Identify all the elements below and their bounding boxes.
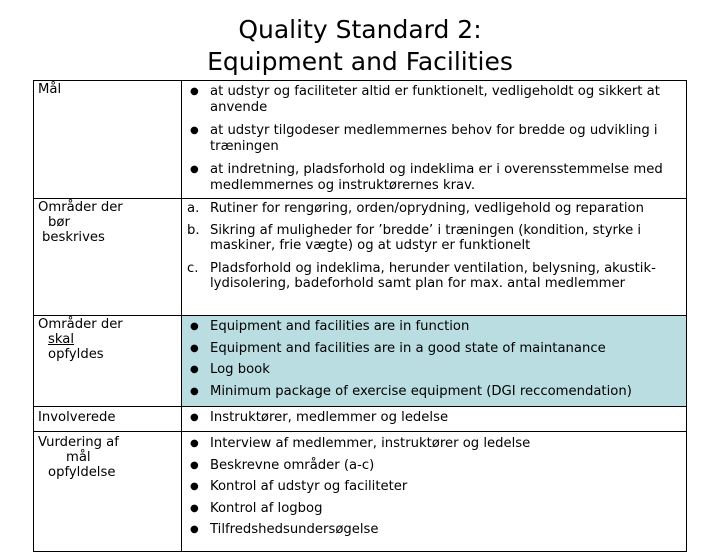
bullet-icon: ● [190,502,199,514]
bullet-icon: ● [190,412,199,423]
list-item: ● Beskrevne områder (a-c) [182,458,686,474]
row-content [182,199,687,316]
bullet-icon: ● [190,164,199,175]
bullet-icon: ● [190,364,199,375]
list-marker: c. [187,260,199,276]
list-item: ● at udstyr tilgodeser medlemmernes behov for bredde og udvikling i træningen [182,123,686,154]
list-item: ● at indretning, pladsforhold og indeklima er i overensstemmelse med medlemmernes og instruktørernes krav. [182,162,686,193]
title-line-2: Equipment and Facilities [207,47,513,76]
row-label: Områder der bør beskrives [34,199,182,316]
bullet-icon: ● [190,459,199,471]
row-label: Vurdering af mål opfyldelse [34,432,182,552]
list-item: ● Equipment and facilities are in a good state of maintanance [182,341,686,357]
row-label: Mål [34,81,182,199]
bullet-icon: ● [190,524,199,535]
title-line-1: Quality Standard 2: [238,15,482,44]
list-item: b. Sikring af muligheder for ’bredde’ i træningen (kondition, styrke i maskiner, frie vægte) og at udstyr er funktionelt [182,223,686,254]
table-row-omraader-boer [34,199,687,316]
row-label: Områder der skal opfyldes [34,316,182,407]
row-content [182,432,687,552]
bullet-list [182,81,686,193]
row-content [182,407,687,432]
bullet-list [182,432,686,538]
row-label: Involverede [34,407,182,432]
list-item: ● Log book [182,362,686,378]
bullet-icon: ● [190,125,199,136]
list-marker: b. [187,222,200,238]
bullet-list [182,316,686,399]
row-content-highlighted [182,316,687,407]
bullet-icon: ● [190,438,199,449]
list-item: ● Kontrol af udstyr og faciliteter [182,479,686,495]
list-marker: a. [187,201,200,216]
bullet-icon: ● [190,342,199,354]
list-item: c. Pladsforhold og indeklima, herunder ventilation, belysning, akustik-lydisolering, badeforhold samt plan for max. antal medlemmer [182,261,686,292]
row-content [182,81,687,199]
bullet-icon: ● [190,385,199,397]
list-item: ● Equipment and facilities are in function [182,319,686,335]
table-row-involverede [34,407,687,432]
page-title [0,14,720,78]
table-row-omraader-skal [34,316,687,407]
bullet-list [182,407,686,426]
list-item: ● Minimum package of exercise equipment (DGI reccomendation) [182,384,686,400]
lettered-list [182,199,686,292]
list-item: ● Kontrol af logbog [182,501,686,517]
list-item: ● Interview af medlemmer, instruktører og ledelse [182,436,686,452]
bullet-icon: ● [190,86,199,97]
table-row-maal [34,81,687,199]
quality-standard-table [33,80,687,552]
bullet-icon: ● [190,481,199,492]
list-item: ● Tilfredshedsundersøgelse [182,522,686,538]
list-item: ● Instruktører, medlemmer og ledelse [182,410,686,426]
table-row-vurdering [34,432,687,552]
bullet-icon: ● [190,321,199,332]
list-item: a. Rutiner for rengøring, orden/oprydning, vedligehold og reparation [182,201,686,217]
list-item: ● at udstyr og faciliteter altid er funktionelt, vedligeholdt og sikkert at anvende [182,84,686,115]
